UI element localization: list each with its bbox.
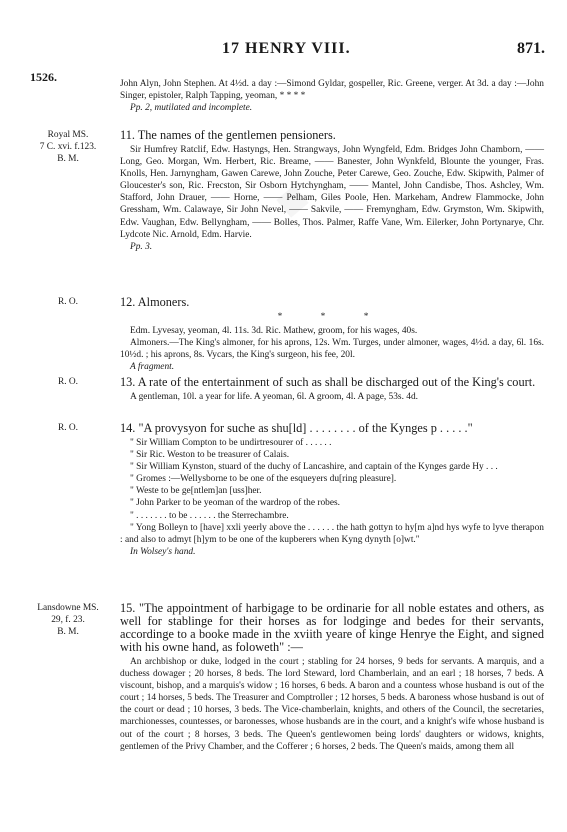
entry-paragraph: " Gromes :—Wellysborne to be one of the esqueyers du[ring pleasure]. xyxy=(130,474,397,485)
entry-note: In Wolsey's hand. xyxy=(130,546,196,557)
margin-line: Royal MS. xyxy=(47,130,89,140)
entry-note: Pp. 3. xyxy=(130,241,153,252)
margin-reference xyxy=(22,129,114,165)
entry-paragraph: " Sir William Compton to be undirtresourer of . . . . . . xyxy=(130,438,332,448)
margin-line: R. O. xyxy=(57,377,79,387)
entry-paragraph: An archbishop or duke, lodged in the court ; stabling for 24 horses, 9 beds for servants. A marquis, and a duchess dowager ; 20 horses, 8 beds. The lord Steward, lord Chamberlain, and an earl ; 18 horses, 7 beds. A viscount, bishop, and a marquis's widow ; 16 horses, 6 beds. A baron and a countess whose husband is out of the court ; 14 horses, 5 beds. The Treasurer and Comptroller ; 12 horses, 5 beds. A baroness whose husband is out of the court or dead ; 10 horses, 3 beds. The Vice-chamberlain, knights, and others of the Council, the secretaries, marchionesses, countesses, or baronesses, whose husbands are in the court, and a knight's wife whose husband is out of the court ; 8 horses, 3 beds. The Queen's gentlewomen being lords' daughters or widows, knights, gentlemen of the Privy Chamber, and the Cofferer ; 6 horses, 2 beds. The Queen's maids, among them all xyxy=(120,657,544,752)
entry-paragraph: " . . . . . . . to be . . . . . . the Sterrechambre. xyxy=(130,510,289,521)
entry-note: A fragment. xyxy=(130,362,175,373)
page-number: 871. xyxy=(517,40,545,57)
entry-paragraph: John Alyn, John Stephen. At 4½d. a day :—Simond Gyldar, gospeller, Ric. Greene, verger. At 3d. a day :—John Singer, epistoler, Ralph Tapping, yeoman, * * * * xyxy=(120,79,544,102)
margin-reference xyxy=(22,296,114,308)
year-marker: 1526. xyxy=(30,70,57,84)
running-title: 17 HENRY VIII. xyxy=(222,40,351,57)
ellipsis-stars: * * * xyxy=(277,312,387,322)
margin-line: R. O. xyxy=(57,297,79,307)
entry-body xyxy=(120,376,544,403)
entry-body xyxy=(120,78,544,114)
page-header xyxy=(0,40,567,70)
entry-heading: 15. "The appointment of harbigage to be ordinarie for all noble estates and others, as well for stablinge for their horses as for lodginge and bedes for their servants, accordinge to a booke made in the xviith yeare of kinge Henrye the Eight, and signed with his owne hand, as foloweth" :— xyxy=(120,601,544,654)
margin-line: B. M. xyxy=(57,154,79,164)
entry-heading: 13. A rate of the entertainment of such as shall be discharged out of the King's court. xyxy=(120,375,536,389)
entry-heading: 11. The names of the gentlemen pensioners. xyxy=(120,128,336,142)
margin-line: Lansdowne MS. xyxy=(37,603,99,613)
entry-note: Pp. 2, mutilated and incomplete. xyxy=(130,103,253,114)
margin-line: B. M. xyxy=(57,627,79,637)
entry-body xyxy=(120,602,544,753)
entry-paragraph: A gentleman, 10l. a year for life. A yeoman, 6l. A groom, 4l. A page, 53s. 4d. xyxy=(130,392,418,402)
entry-body xyxy=(120,296,544,373)
entry-heading: 14. "A provysyon for suche as shu[ld] . . . . . . . . of the Kynges p . . . . ." xyxy=(120,421,473,435)
entry-paragraph: Edm. Lyvesay, yeoman, 4l. 11s. 3d. Ric. Mathew, groom, for his wages, 40s. xyxy=(130,326,418,337)
entry-paragraph: " Sir William Kynston, stuard of the duchy of Lancashire, and captain of the Kynges garde Hy . . . xyxy=(130,462,498,473)
margin-reference xyxy=(22,422,114,434)
margin-reference xyxy=(22,602,114,638)
entry-heading: 12. Almoners. xyxy=(120,295,190,309)
entry-paragraph: " Yong Bolleyn to [have] xxli yeerly above the . . . . . . the hath gottyn to hy[m a]nd hys wyfe to lyve therapon : and also to admyt [h]ym to be one of the kupberers when Kyng dynyth [o]wt." xyxy=(120,522,544,545)
entry-paragraph: " Weste to be ge[ntlem]an [uss]her. xyxy=(130,486,262,497)
watermark: ■ xyxy=(269,177,314,223)
entry-paragraph: Sir Humfrey Ratclif, Edw. Hastyngs, Hen. Strangways, John Wyngfeld, Edm. Bridges John Chamborn, —— Long, Geo. Morgan, Wm. Herbert, Ric. Breame, —— Banester, John Wynkfeld, Blounte the younger, Fras. Knolls, Hen. Jarnyngham, Gawen Carewe, John Zouche, Peter Carewe, Geo. Zouche, Edw. Skipwith, Palmer of Gloucester's son, Ric. Frecston, Sir Osborn Hytchyngham, —— Mantel, John Candisbe, Thos. Ashcley, Wm. Stafford, John Drauer, —— Horne, —— Pelham, Giles Poole, Hen. Markeham, Andrew Flammocke, John Gressham, Wm. Calawaye, Sir John Nevel, —— Sakvile, —— Fremyngham, Edw. Grymston, Wm. Skipwith, Edw. Vaughan, Edw. Bellyngham, —— Bolles, Thos. Palmer, Raffe Vane, Wm. Eilerker, John Portynarye, Chr. Lydcote Nic. Arnold, Edm. Harvie. xyxy=(120,145,544,240)
entry-paragraph: " John Parker to be yeoman of the wardrop of the robes. xyxy=(130,498,341,509)
margin-line: R. O. xyxy=(57,423,79,433)
margin-line: 7 C. xvi. f.123. xyxy=(39,142,97,152)
entry-body xyxy=(120,422,544,558)
entry-paragraph: " Sir Ric. Weston to be treasurer of Calais. xyxy=(130,450,290,461)
entry-paragraph: Almoners.—The King's almoner, for his aprons, 12s. Wm. Turges, under almoner, wages, 4½d. a day, 6l. 16s. 10½d. ; his aprons, 8s. Vycars, the King's surgeon, his fee, 20l. xyxy=(120,338,544,361)
margin-reference xyxy=(22,376,114,388)
entry-body xyxy=(120,129,544,253)
margin-line: 29, f. 23. xyxy=(51,615,85,625)
